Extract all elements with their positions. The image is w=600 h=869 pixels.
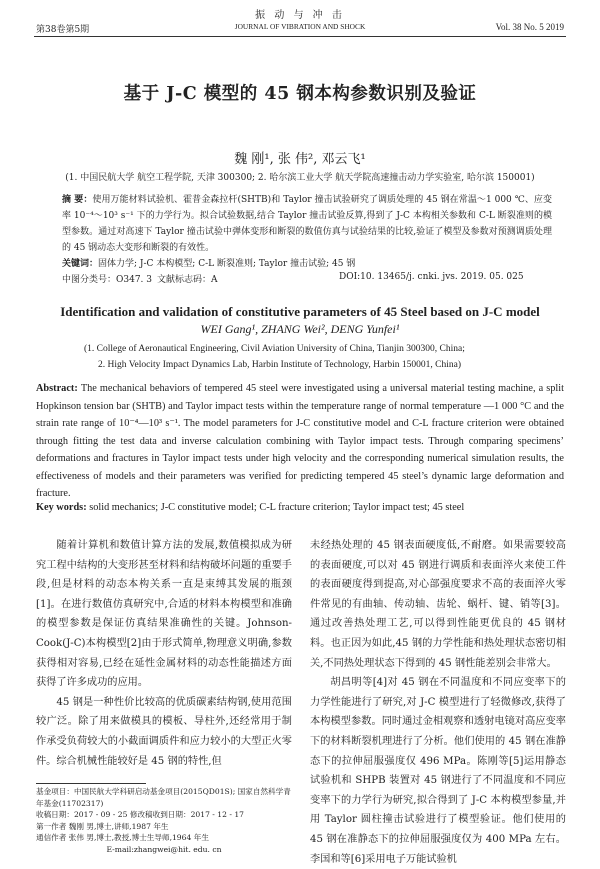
abstract-cn-label: 摘 要： (62, 195, 93, 205)
body-paragraph: 胡昌明等[4]对 45 钢在不同温度和不同应变率下的力学性能进行了研究,对 J-C 模型进行了轻微修改,获得了本构模型参数。同时通过金相观察和透射电镜对高应变率下的材料断裂机理进行了分析。他们使用的 45 钢在准静态下的拉伸屈服强度仅 496 MPa。陈刚等[5]运用静态试验机和 SHPB 装置对 45 钢进行了不同温度和不同应变率下的力学行为研究,拟合得到了 J-C 本构模型参量,并用 Taylor 圆柱撞击试验进行了模型验证。他们使用的 45 钢在准静态下的拉伸屈服强度仅为 400 MPa 左右。李国和等[6]采用电子万能试验机 (310, 677, 566, 865)
abstract-en (36, 380, 564, 503)
body-paragraph: 未经热处理的 45 钢表面硬度低,不耐磨。如果需要较高的表面硬度,可以对 45 钢进行调质和表面淬火来使工件的表面硬度得到提高,对心部强度要求不高的表面淬火零件常见的有曲轴、传动轴、齿轮、蜗杆、键、销等[3]。通过改善热处理工艺,可以得到性能更优良的 45 钢材料。也正因为如此,45 钢的力学性能和热处理状态密切相关,不同热处理状态下得到的 45 钢性能差别会非常大。 (310, 540, 566, 669)
keywords-cn-text: 固体力学; J-C 本构模型; C-L 断裂准则; Taylor 撞击试验; 45 钢 (98, 259, 356, 269)
keywords-en (36, 502, 564, 513)
keywords-en-text: solid mechanics; J-C constitutive model; C-L fracture criterion; Taylor impact test; 45 steel (89, 502, 465, 513)
journal-name-cn: 振 动 与 冲 击 (255, 10, 345, 21)
body-column-right (310, 536, 566, 869)
volume-issue-cn: 第38卷第5期 (36, 25, 90, 35)
keywords-cn-label: 关键词： (62, 259, 99, 269)
footnote-fund: 基金项目：中国民航大学科研启动基金项目(2015QD01S); 国家自然科学青年基金(11702317) (36, 787, 291, 808)
footnotes (36, 786, 292, 855)
keywords-en-label: Key words: (36, 502, 87, 513)
abstract-en-text: The mechanical behaviors of tempered 45 steel were investigated using a universal material testing machine, a split Hopkinson tension bar (SHTB) and Taylor impact tests within the temperature range of normal temperature —1 000 °C and the strain rate range of 10⁻⁴—10³ s⁻¹. The model parameters for J-C constitutive model and C-L fracture criterion were obtained through fitting the test data and inverse calculation combining with Taylor impact tests. Through comparing specimens’ deformations and fractures in Taylor impact tests under high velocity and the corresponding numerical simulation results, the effectiveness of models and their parameters was verified for predicting tempered 45 steel’s dynamic large deformation and fracture. (36, 383, 564, 499)
clc-number: 中图分类号：O347. 3 (62, 275, 153, 285)
body-paragraph: 45 钢是一种性价比较高的优质碳素结构钢,使用范围较广泛。除了用来做模具的模板、导柱外,还经常用于制作承受负荷较大的小截面调质件和应力较小的大型正火零件。综合机械性能较好是 45 钢的特性,但 (36, 696, 292, 767)
body-paragraph: 随着计算机和数值计算方法的发展,数值模拟成为研究工程中结构的大变形甚至材料和结构破坏问题的重要手段,但是材料的动态本构关系一直是束缚其发展的瓶颈[1]。在进行数值仿真研究中,合适的材料本构模型和准确的模型参数是保证仿真结果准确性的关键。Johnson-Cook(J-C)本构模型[2]由于形式简单,物理意义明确,参数获得相对容易,已经在延性金属材料的动态性能描述方面获得了许多成功的应用。 (36, 540, 292, 689)
footnote-first-author: 第一作者 魏刚 男,博士,讲师,1987 年生 (36, 821, 169, 831)
affiliation-en-line: 2. High Velocity Impact Dynamics Lab, Harbin Institute of Technology, Harbin 150001, China) (98, 360, 461, 370)
footnote-rule (36, 783, 146, 784)
keywords-cn (62, 257, 552, 271)
footnote-corresponding-author: 通信作者 张伟 男,博士,教授,博士生导师,1964 年生 (36, 833, 209, 842)
authors-cn: 魏 刚¹, 张 伟², 邓云飞¹ (234, 152, 366, 167)
paper-title-en: Identification and validation of constitutive parameters of 45 Steel based on J-C model (60, 304, 540, 319)
affiliation-cn: (1. 中国民航大学 航空工程学院, 天津 300300; 2. 哈尔滨工业大学 航天学院高速撞击动力学实验室, 哈尔滨 150001) (65, 173, 535, 183)
volume-issue-en: Vol. 38 No. 5 2019 (495, 22, 564, 32)
header-rule (34, 36, 566, 37)
abstract-en-label: Abstract: (36, 383, 78, 394)
affiliation-en-line: (1. College of Aeronautical Engineering, Civil Aviation University of China, Tianjin 300300, China; (84, 344, 465, 354)
journal-name-en: JOURNAL OF VIBRATION AND SHOCK (234, 22, 366, 31)
authors-en: WEI Gang¹, ZHANG Wei², DENG Yunfei¹ (200, 322, 400, 336)
footnote-dates: 收稿日期：2017 - 09 - 25 修改稿收到日期：2017 - 12 - 17 (36, 810, 245, 819)
body-column-left (36, 536, 292, 771)
abstract-cn-text: 使用万能材料试验机、霍普金森拉杆(SHTB)和 Taylor 撞击试验研究了调质处理的 45 钢在常温～1 000 ℃、应变率 10⁻⁴～10³ s⁻¹ 下的力学行为。拟合试验数据,结合 Taylor 撞击试验反算,得到了 J-C 本构相关参数和 C-L 断裂准则的模型参数。通过对高速下 Taylor 撞击试验中弹体变形和断裂的数值仿真与试验结果的比较,验证了模型及参数对预测调质处理的 45 钢动态大变形和断裂的有效性。 (62, 195, 552, 253)
abstract-cn (62, 192, 552, 256)
doc-code: 文献标志码：A (157, 275, 218, 285)
affiliation-en (84, 341, 554, 373)
doi-text: DOI:10. 13465/j. cnki. jvs. 2019. 05. 025 (339, 272, 524, 282)
footnote-email: E-mail:zhangwei@hit. edu. cn (106, 844, 222, 854)
paper-title-cn: 基于 J-C 模型的 45 钢本构参数识别及验证 (123, 84, 477, 104)
